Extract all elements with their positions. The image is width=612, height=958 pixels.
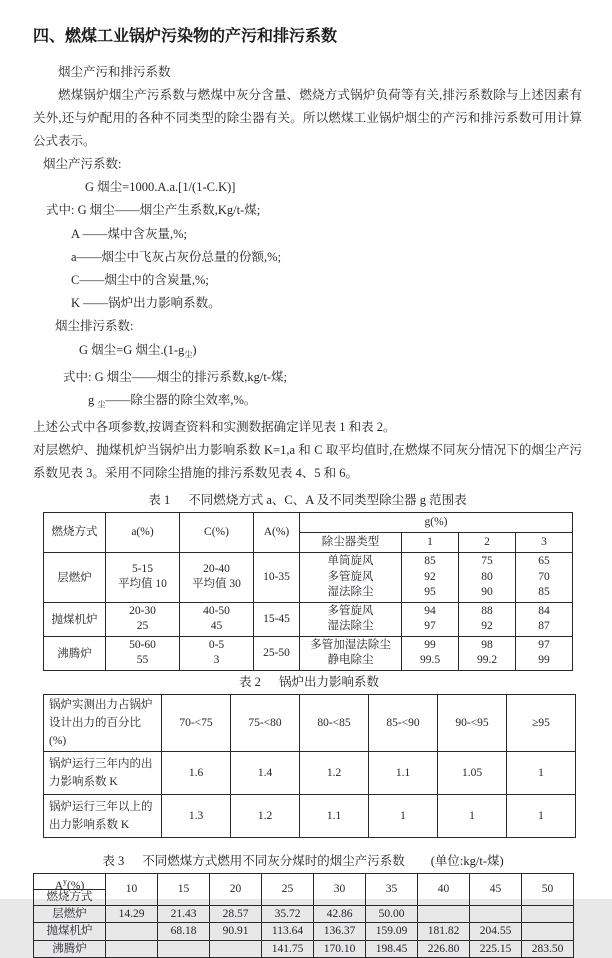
g-value-line: 99	[424, 638, 436, 651]
formula-production-heading: 烟尘产污系数:	[43, 157, 122, 171]
table3-column-header-cell: 10	[106, 873, 158, 905]
table2-value-cell: 1.1	[300, 794, 369, 837]
table1-caption-number: 表 1	[148, 493, 171, 508]
intro-paragraph: 燃煤锅炉烟尘产污系数与燃煤中灰分含量、燃烧方式锅炉负荷等有关,排污系数除与上述因素有关外,还与炉配用的各种不同类型的除尘器有关。所以燃煤工业锅炉烟尘的产污和排污系数可用计算公式表示。	[33, 88, 582, 148]
ash-label-superscript: y	[63, 876, 68, 886]
table3-column-header-cell: 40	[418, 873, 470, 905]
term-g-text: ——除尘器的除尘效率,%。	[105, 393, 257, 408]
table2-value-cell: 1	[369, 794, 438, 837]
g-value-line: 88	[481, 604, 493, 617]
table2-value-cell: 80-<85	[300, 694, 369, 751]
table2-value-cell: 1	[507, 751, 576, 794]
note-tables-1-2: 上述公式中各项参数,按调查资料和实测数据确定详见表 1 和表 2。	[33, 420, 396, 435]
table3-column-header-cell: 50	[522, 873, 574, 905]
table2-caption-text: 锅炉出力影响系数	[278, 674, 379, 689]
c-range-line: 0-5	[208, 638, 225, 651]
table1-subheader-cell: 除尘器类型	[300, 533, 402, 553]
formula-emission-equation	[33, 339, 582, 366]
g-value-line: 97	[424, 620, 436, 633]
ash-method-split-cell	[34, 873, 106, 905]
collector-line: 湿法除尘	[327, 620, 374, 633]
table2-value-cell: 90-<95	[438, 694, 507, 751]
a-range-line: 5-15	[131, 562, 154, 575]
term-g-subscript: 尘	[97, 400, 106, 410]
c-range-cell	[180, 636, 254, 670]
table3-value-cell: 113.64	[262, 923, 314, 941]
table3-value-cell: 35.72	[262, 905, 314, 923]
table1-section	[43, 490, 572, 671]
formula-term-carbon: C——烟尘中的含炭量,%;	[71, 273, 209, 288]
table3-value-cell	[522, 923, 574, 941]
table2-value-cell: 70-<75	[162, 694, 231, 751]
g2-values-cell	[459, 602, 516, 636]
g-value-line: 70	[538, 570, 550, 583]
page-title: 四、燃煤工业锅炉污染物的产污和排污系数	[33, 28, 338, 45]
g-value-line: 99.2	[476, 654, 498, 667]
table3-value-cell: 21.43	[158, 905, 210, 923]
table3-value-cell: 28.57	[210, 905, 262, 923]
formula-term-output: K ——锅炉出力影响系数。	[71, 296, 221, 311]
table3-value-cell	[106, 940, 158, 958]
table1-header-cell: C(%)	[180, 513, 254, 553]
ash-range-cell: 25-50	[254, 636, 300, 670]
equation-close: )	[192, 342, 197, 357]
table3-column-header-cell: 45	[470, 873, 522, 905]
g-value-line: 85	[424, 555, 436, 568]
a-range-line: 25	[136, 620, 149, 633]
table3-value-cell: 225.15	[470, 940, 522, 958]
ash-label-base: A	[54, 879, 64, 892]
collector-type-cell	[300, 553, 402, 603]
table3-column-header-cell: 25	[262, 873, 314, 905]
table2-value-cell: 1	[438, 794, 507, 837]
table2-label-cell: 锅炉运行三年内的出力影响系数 K	[44, 751, 162, 794]
table2-row	[44, 794, 576, 837]
table3-value-cell	[210, 940, 262, 958]
table2-caption	[43, 672, 575, 692]
equation-subscript: 尘	[184, 349, 193, 359]
table2-row	[44, 751, 576, 794]
collector-line: 多管旋风	[327, 570, 374, 583]
table3-row	[34, 940, 574, 958]
g-value-line: 87	[538, 620, 550, 633]
table2-row	[44, 694, 576, 751]
table3-value-cell: 283.50	[522, 940, 574, 958]
table3-value-cell: 181.82	[418, 923, 470, 941]
a-range-line: 20-30	[129, 604, 156, 617]
table1-header-cell: a(%)	[106, 513, 180, 553]
g-value-line: 97	[538, 638, 550, 651]
ash-range-cell: 10-35	[254, 553, 300, 603]
a-range-line: 平均值 10	[118, 578, 167, 591]
table3-value-cell: 159.09	[366, 923, 418, 941]
formula-emission-heading: 烟尘排污系数:	[55, 319, 134, 334]
g-value-line: 90	[481, 586, 493, 599]
table1-subheader-cell: 1	[402, 533, 459, 553]
g3-values-cell	[516, 636, 573, 670]
table3-body	[34, 873, 574, 958]
collector-line: 单筒旋风	[327, 555, 374, 568]
collector-line: 多管加湿法除尘	[310, 638, 391, 651]
table1-body	[44, 553, 573, 671]
g-value-line: 98	[481, 638, 493, 651]
g-value-line: 85	[538, 586, 550, 599]
collector-line: 静电除尘	[327, 654, 374, 667]
a-range-cell	[106, 636, 180, 670]
table3-value-cell	[106, 923, 158, 941]
table1-header-cell: 燃烧方式	[44, 513, 106, 553]
c-range-line: 平均值 30	[192, 578, 241, 591]
table3-value-cell: 50.00	[366, 905, 418, 923]
table2-section	[43, 672, 575, 838]
table1-caption-text: 不同燃烧方式 a、C、A 及不同类型除尘器 g 范围表	[188, 493, 467, 508]
table1-row	[44, 553, 573, 603]
g2-values-cell	[459, 636, 516, 670]
g-value-line: 75	[481, 555, 493, 568]
table3-burner-label-cell: 层燃炉	[34, 905, 106, 923]
table2	[43, 694, 576, 838]
g3-values-cell	[516, 602, 573, 636]
a-range-cell	[106, 553, 180, 603]
g-value-line: 80	[481, 570, 493, 583]
burner-type-cell: 层燃炉	[44, 553, 106, 603]
table3-column-header-cell: 20	[210, 873, 262, 905]
table3-column-header-cell: 15	[158, 873, 210, 905]
table2-value-cell: 1.3	[162, 794, 231, 837]
table2-value-cell: 1.2	[300, 751, 369, 794]
table3-caption-unit: (单位:kg/t-煤)	[430, 853, 504, 868]
table3-burner-label-cell: 沸腾炉	[34, 940, 106, 958]
table3-burner-label-cell: 抛煤机炉	[34, 923, 106, 941]
g1-values-cell	[402, 636, 459, 670]
burner-type-cell: 抛煤机炉	[44, 602, 106, 636]
g-value-line: 94	[424, 604, 436, 617]
table1-subheader-cell: 2	[459, 533, 516, 553]
c-range-cell	[180, 553, 254, 603]
table3-section	[33, 851, 573, 958]
table3-value-cell: 14.29	[106, 905, 158, 923]
c-range-line: 20-40	[203, 562, 230, 575]
g1-values-cell	[402, 553, 459, 603]
table3	[33, 873, 574, 958]
g1-values-cell	[402, 602, 459, 636]
table2-value-cell: 1.05	[438, 751, 507, 794]
ash-content-label	[34, 874, 105, 890]
combustion-method-label: 燃烧方式	[46, 890, 93, 903]
table3-row	[34, 905, 574, 923]
formula-production-equation: G 烟尘=1000.A.a.[1/(1-C.K)]	[85, 180, 236, 195]
table3-value-cell	[470, 905, 522, 923]
a-range-line: 55	[136, 654, 149, 667]
c-range-line: 40-50	[203, 604, 230, 617]
table3-value-cell: 68.18	[158, 923, 210, 941]
g-value-line: 92	[481, 620, 493, 633]
table3-row	[34, 923, 574, 941]
table2-value-cell: 75-<80	[231, 694, 300, 751]
formula-term-flyash: a——烟尘中飞灰占灰份总量的份额,%;	[71, 249, 282, 264]
formula-production-where-intro: 式中: G 烟尘——烟尘产生系数,Kg/t-煤;	[46, 203, 261, 218]
collector-line: 多管旋风	[327, 604, 374, 617]
table3-value-cell	[158, 940, 210, 958]
table3-value-cell: 90.91	[210, 923, 262, 941]
formula-emission-where-intro: 式中: G 烟尘——烟尘的排污系数,kg/t-煤;	[63, 369, 287, 384]
g-value-line: 99	[538, 654, 550, 667]
g-value-line: 95	[424, 586, 436, 599]
table2-value-cell: 1.6	[162, 751, 231, 794]
collector-type-cell	[300, 602, 402, 636]
intro-line: 烟尘产污和排污系数	[58, 65, 171, 79]
g3-values-cell	[516, 553, 573, 603]
ash-range-cell: 15-45	[254, 602, 300, 636]
table1-header-cell: A(%)	[254, 513, 300, 553]
table3-value-cell: 198.45	[366, 940, 418, 958]
table1-subheader-cell: 3	[516, 533, 573, 553]
term-g-base: g	[88, 393, 98, 408]
table3-value-cell	[522, 905, 574, 923]
table3-caption	[33, 851, 573, 871]
table3-value-cell: 226.80	[418, 940, 470, 958]
table3-caption-text: 不同燃煤方式燃用不同灰分煤时的烟尘产污系数	[142, 853, 405, 868]
a-range-line: 50-60	[129, 638, 156, 651]
c-range-line: 3	[213, 654, 220, 667]
table2-value-cell: 1.2	[231, 794, 300, 837]
table3-column-header-cell: 35	[366, 873, 418, 905]
note-tables-3-6: 对层燃炉、抛煤机炉当锅炉出力影响系数 K=1,a 和 C 取平均值时,在燃煤不同灰分情况下的烟尘产污系数见表 3。采用不同除尘措施的排污系数见表 4、5 和 6。	[33, 443, 582, 481]
table1-row	[44, 636, 573, 670]
table1-row	[44, 602, 573, 636]
formula-term-efficiency	[33, 389, 582, 416]
g-value-line: 84	[538, 604, 550, 617]
table3-value-cell: 204.55	[470, 923, 522, 941]
c-range-cell	[180, 602, 254, 636]
burner-type-cell: 沸腾炉	[44, 636, 106, 670]
table2-caption-number: 表 2	[239, 674, 261, 689]
table2-value-cell: 1.4	[231, 751, 300, 794]
collector-line: 湿法除尘	[327, 586, 374, 599]
table3-value-cell: 136.37	[314, 923, 366, 941]
table3-caption-number: 表 3	[102, 853, 125, 868]
table2-value-cell: 85-<90	[369, 694, 438, 751]
table1-caption	[43, 490, 572, 510]
table2-value-cell: 1.1	[369, 751, 438, 794]
table1-head	[44, 513, 573, 553]
table1-header-row	[44, 513, 573, 533]
table2-value-cell: ≥95	[507, 694, 576, 751]
collector-type-cell	[300, 636, 402, 670]
table2-label-cell: 锅炉运行三年以上的出力影响系数 K	[44, 794, 162, 837]
table3-value-cell: 141.75	[262, 940, 314, 958]
ash-label-unit: (%)	[67, 879, 85, 892]
g-value-line: 92	[424, 570, 436, 583]
table1-g-header-cell: g(%)	[300, 513, 573, 533]
table1	[43, 512, 573, 671]
table3-value-cell: 170.10	[314, 940, 366, 958]
table2-value-cell: 1	[507, 794, 576, 837]
a-range-cell	[106, 602, 180, 636]
g2-values-cell	[459, 553, 516, 603]
table2-body	[44, 694, 576, 837]
table3-value-cell: 42.86	[314, 905, 366, 923]
g-value-line: 99.5	[419, 654, 441, 667]
formula-term-ash: A ——煤中含灰量,%;	[71, 226, 187, 241]
c-range-line: 45	[210, 620, 223, 633]
table3-value-cell	[418, 905, 470, 923]
g-value-line: 65	[538, 555, 550, 568]
table3-column-header-cell: 30	[314, 873, 366, 905]
equation-text: G 烟尘=G 烟尘.(1-g	[79, 342, 185, 357]
table2-label-cell: 锅炉实测出力占锅炉设计出力的百分比(%)	[44, 694, 162, 751]
table3-header-row	[34, 873, 574, 905]
